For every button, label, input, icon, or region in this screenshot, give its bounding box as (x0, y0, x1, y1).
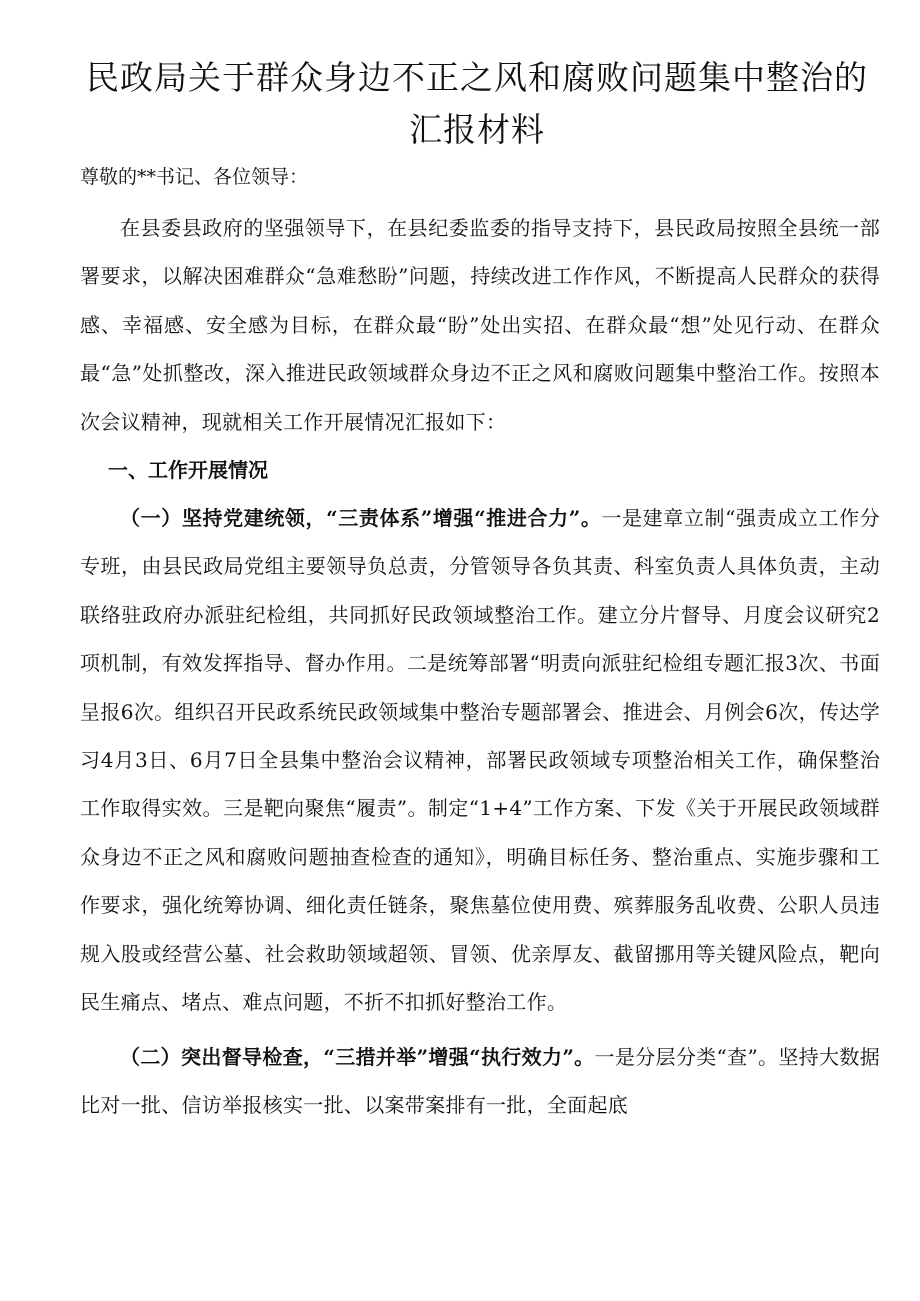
section-heading-work-progress: 一、工作开展情况 (108, 458, 268, 483)
subsection-1-heading: （一）坚持党建统领，“三责体系”增强“推进合力”。 (120, 506, 602, 531)
subsection-1-body: 一是建章立制“强责成立工作分专班，由县民政局党组主要领导负总责，分管领导各负其责、科室负责人具体负责，主动联络驻政府办派驻纪检组，共同抓好民政领域整治工作。建立分片督导、月度会议研究2项机制，有效发挥指导、督办作用。二是统筹部署“明责向派驻纪检组专题汇报3次、书面呈报6次。组织召开民政系统民政领域集中整治专题部署会、推进会、月例会6次，传达学习4月3日、6月7日全县集中整治会议精神，部署民政领域专项整治相关工作，确保整治工作取得实效。三是靶向聚焦“履责”。制定“1+4”工作方案、下发《关于开展民政领域群众身边不正之风和腐败问题抽查检查的通知》，明确目标任务、整治重点、实施步骤和工作要求，强化统筹协调、细化责任链条，聚焦墓位使用费、殡葬服务乱收费、公职人员违规入股或经营公墓、社会救助领域超领、冒领、优亲厚友、截留挪用等关键风险点，靶向民生痛点、堵点、难点问题，不折不扣抓好整治工作。 (80, 506, 880, 1015)
subsection-2-body: 一是分层分类“查”。坚持大数据比对一批、信访举报核实一批、以案带案排有一批，全面起底 (80, 1044, 880, 1117)
document-title (74, 52, 880, 156)
document-title-line-2: 汇报材料 (409, 110, 545, 149)
intro-paragraph: 在县委县政府的坚强领导下，在县纪委监委的指导支持下，县民政局按照全县统一部署要求，以解决困难群众“急难愁盼”问题，持续改进工作作风，不断提高人民群众的获得感、幸福感、安全感为目标，在群众最“盼”处出实招、在群众最“想”处见行动、在群众最“急”处抓整改，深入推进民政领域群众身边不正之风和腐败问题集中整治工作。按照本次会议精神，现就相关工作开展情况汇报如下： (80, 216, 880, 434)
document-title-line-1: 民政局关于群众身边不正之风和腐败问题集中整治的 (86, 58, 868, 97)
subsection-1-paragraph (80, 494, 880, 1026)
salutation: 尊敬的**书记、各位领导： (80, 166, 309, 188)
subsection-2-paragraph (80, 1033, 880, 1130)
subsection-2-heading: （二）突出督导检查，“三措并举”增强“执行效力”。 (120, 1044, 595, 1069)
